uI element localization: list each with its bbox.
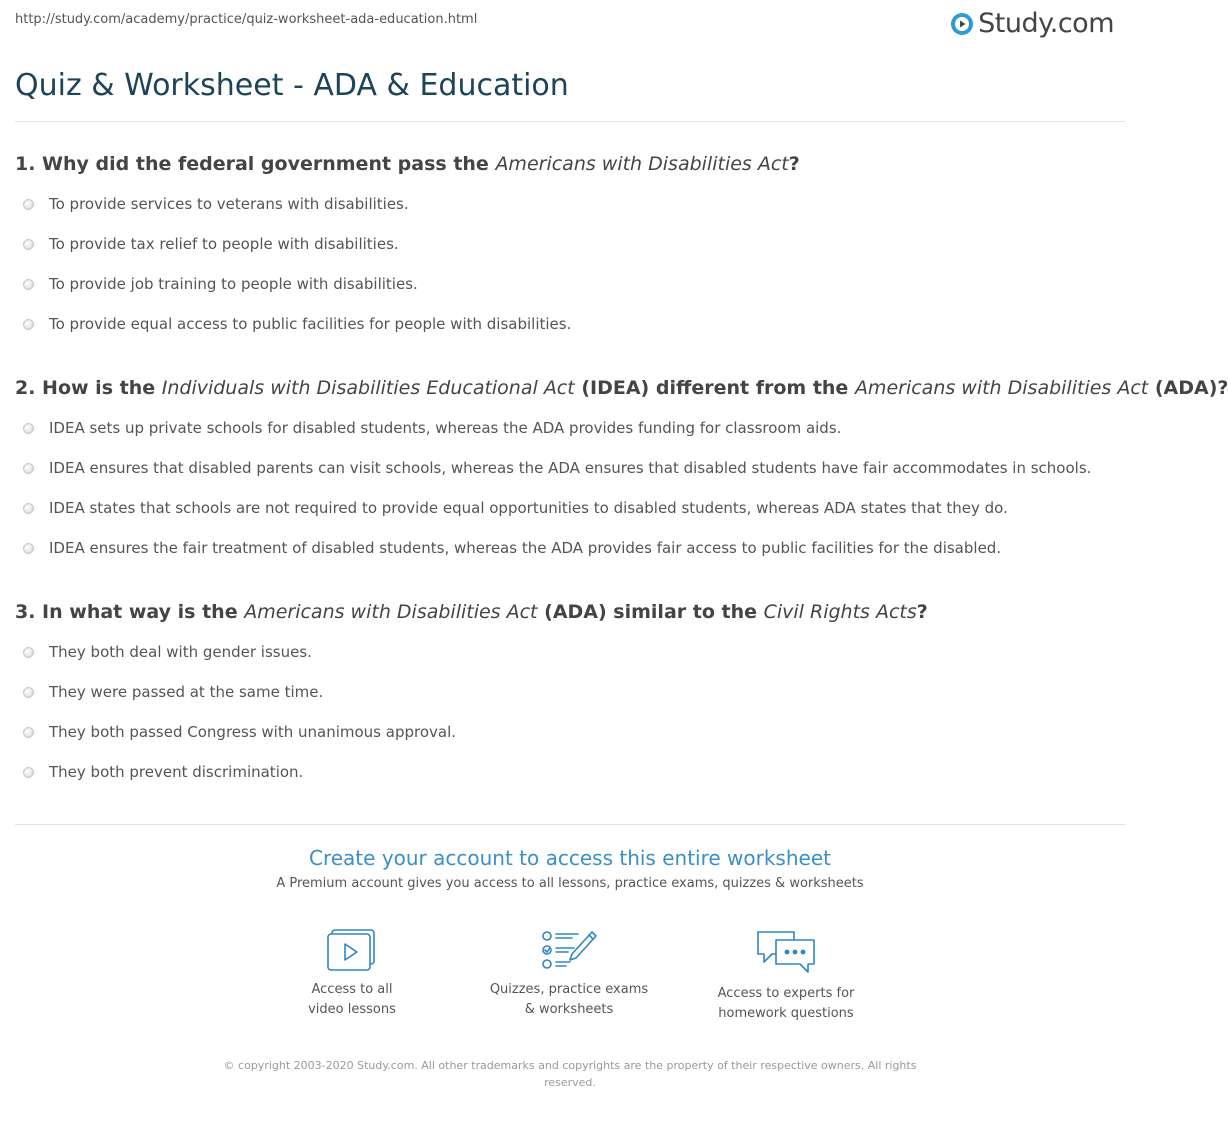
radio-button[interactable] [23,279,34,290]
answer-option[interactable] [15,537,1125,577]
answer-option[interactable] [15,233,1125,273]
radio-button[interactable] [23,463,34,474]
answer-options [15,641,1125,801]
page-title: Quiz & Worksheet - ADA & Education [15,68,569,103]
answer-options [15,193,1125,353]
radio-button[interactable] [23,503,34,514]
answer-option-text: They both prevent discrimination. [49,763,304,781]
radio-button[interactable] [23,199,34,210]
question-2 [15,377,1228,577]
answer-option-text: To provide tax relief to people with disabilities. [49,235,399,253]
answer-option-text: They both deal with gender issues. [49,643,312,661]
feature-label: Access to all video lessons [308,982,396,1017]
feature-experts [686,928,886,1024]
question-1 [15,153,1125,353]
answer-option[interactable] [15,313,1125,353]
quiz-checklist-icon [540,928,598,972]
play-circle-icon [950,12,974,36]
feature-video-lessons [252,928,452,1020]
question-text: 1. Why did the federal government pass the Americans with Disabilities Act? [15,153,800,175]
radio-button[interactable] [23,727,34,738]
study-logo[interactable] [950,8,1114,39]
answer-option-text: They were passed at the same time. [49,683,324,701]
answer-option-text: To provide services to veterans with disabilities. [49,195,409,213]
answer-option-text: IDEA ensures that disabled parents can visit schools, whereas the ADA ensures that disabled students have fair accommodates in schools. [49,459,1092,477]
create-account-link[interactable]: Create your account to access this entire worksheet [309,846,831,870]
chat-bubbles-icon [754,928,818,976]
radio-button[interactable] [23,423,34,434]
logo-text: Study.com [978,8,1114,39]
question-3 [15,601,1125,801]
video-lesson-icon [326,928,378,972]
feature-quizzes [469,928,669,1020]
answer-option-text: To provide job training to people with disabilities. [49,275,418,293]
radio-button[interactable] [23,239,34,250]
radio-button[interactable] [23,319,34,330]
radio-button[interactable] [23,647,34,658]
divider [15,121,1125,122]
divider [15,824,1125,825]
answer-option-text: They both passed Congress with unanimous approval. [49,723,457,741]
answer-option[interactable] [15,497,1125,537]
answer-option-text: To provide equal access to public facilities for people with disabilities. [49,315,572,333]
answer-option[interactable] [15,721,1125,761]
answer-option-text: IDEA sets up private schools for disabled students, whereas the ADA provides funding for classroom aids. [49,419,842,437]
answer-option[interactable] [15,681,1125,721]
answer-option[interactable] [15,417,1125,457]
feature-label: Quizzes, practice exams & worksheets [489,982,649,1017]
answer-option[interactable] [15,761,1125,801]
feature-label: Access to experts for homework questions [717,986,855,1021]
radio-button[interactable] [23,543,34,554]
answer-options [15,417,1125,577]
answer-option[interactable] [15,457,1125,497]
copyright: © copyright 2003-2020 Study.com. All other trademarks and copyrights are the property of their respective owners. All rights reserved. [223,1059,917,1089]
question-text: 3. In what way is the Americans with Disabilities Act (ADA) similar to the Civil Rights Acts? [15,601,928,623]
answer-option-text: IDEA states that schools are not required to provide equal opportunities to disabled students, whereas ADA states that they do. [49,499,1008,517]
cta-subtitle: A Premium account gives you access to all lessons, practice exams, quizzes & worksheets [276,876,864,891]
premium-cta [0,846,1140,891]
answer-option[interactable] [15,193,1125,233]
question-text: 2. How is the Individuals with Disabilities Educational Act (IDEA) different from the Americans with Disabilities Act (ADA)? [15,377,1228,399]
page-url: http://study.com/academy/practice/quiz-worksheet-ada-education.html [15,12,478,27]
radio-button[interactable] [23,767,34,778]
answer-option-text: IDEA ensures the fair treatment of disabled students, whereas the ADA provides fair access to public facilities for the disabled. [49,539,1002,557]
answer-option[interactable] [15,641,1125,681]
answer-option[interactable] [15,273,1125,313]
radio-button[interactable] [23,687,34,698]
